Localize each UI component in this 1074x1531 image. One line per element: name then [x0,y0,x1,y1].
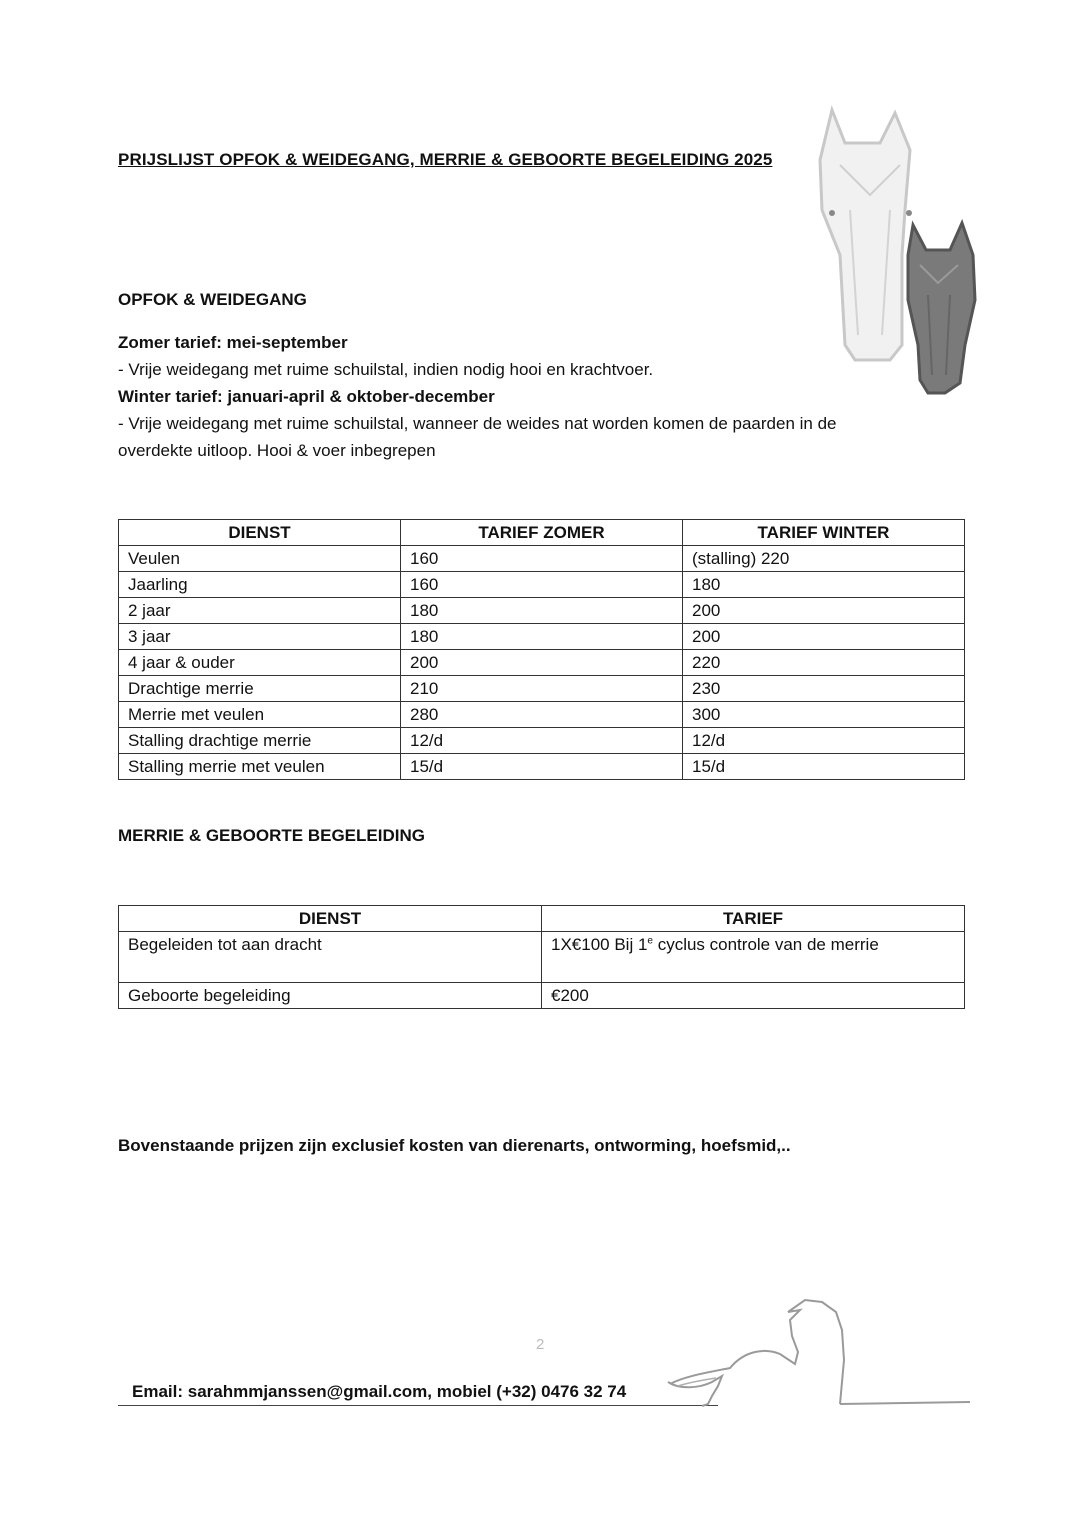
tariff-text: 1X€100 Bij 1 [551,935,648,954]
winter-tariff-text: - Vrije weidegang met ruime schuilstal, wanneer de weides nat worden komen de paarden in de [118,414,837,433]
table-cell: 200 [401,650,683,676]
table-row [119,932,965,983]
column-header: DIENST [119,906,542,932]
table-cell: 12/d [683,728,965,754]
table-cell: 2 jaar [119,598,401,624]
ordinal-superscript: e [647,935,653,947]
page-number: 2 [536,1336,545,1353]
table-cell: Veulen [119,546,401,572]
table-cell: 280 [401,702,683,728]
table-row [119,676,965,702]
winter-tariff-text-continued: overdekte uitloop. Hooi & voer inbegrepen [118,441,436,460]
column-header: TARIEF ZOMER [401,520,683,546]
opfok-price-table [118,519,965,780]
table-cell: Geboorte begeleiding [119,983,542,1009]
table-header-row [119,906,965,932]
table-cell: 4 jaar & ouder [119,650,401,676]
table-cell: Begeleiden tot aan dracht [119,932,542,983]
column-header: TARIEF WINTER [683,520,965,546]
merrie-heading: MERRIE & GEBOORTE BEGELEIDING [118,826,425,845]
column-header: TARIEF [542,906,965,932]
footer-divider [118,1405,718,1406]
winter-tariff-label: Winter tarief: januari-april & oktober-december [118,387,495,406]
table-cell: 15/d [401,754,683,780]
table-cell: 15/d [683,754,965,780]
table-row [119,624,965,650]
table-row [119,702,965,728]
table-cell: 200 [683,598,965,624]
table-cell: 3 jaar [119,624,401,650]
table-cell: 180 [401,598,683,624]
table-row [119,650,965,676]
table-row [119,728,965,754]
table-row [119,754,965,780]
table-cell: 12/d [401,728,683,754]
table-row [119,546,965,572]
contact-info: Email: sarahmmjanssen@gmail.com, mobiel (+32) 0476 32 74 [132,1382,627,1401]
table-cell: 220 [683,650,965,676]
table-row [119,572,965,598]
summer-tariff-label: Zomer tarief: mei-september [118,333,348,352]
table-row [119,598,965,624]
table-cell: 160 [401,572,683,598]
table-cell: 180 [683,572,965,598]
table-cell: Stalling merrie met veulen [119,754,401,780]
merrie-price-table [118,905,965,1009]
table-cell: Drachtige merrie [119,676,401,702]
table-cell: 180 [401,624,683,650]
tariff-text-continued: cyclus controle van de merrie [652,935,879,954]
table-cell: Merrie met veulen [119,702,401,728]
table-header-row [119,520,965,546]
page-title: PRIJSLIJST OPFOK & WEIDEGANG, MERRIE & GEBOORTE BEGELEIDING 2025 [118,150,773,169]
table-cell [542,932,965,983]
table-cell: Stalling drachtige merrie [119,728,401,754]
table-cell: 200 [683,624,965,650]
column-header: DIENST [119,520,401,546]
summer-tariff-text: - Vrije weidegang met ruime schuilstal, indien nodig hooi en krachtvoer. [118,360,654,379]
table-cell: (stalling) 220 [683,546,965,572]
table-cell: 160 [401,546,683,572]
lying-horse-logo [660,1290,975,1410]
table-cell: 210 [401,676,683,702]
table-cell: €200 [542,983,965,1009]
table-cell: 300 [683,702,965,728]
opfok-heading: OPFOK & WEIDEGANG [118,290,307,309]
opfok-description [118,329,948,464]
footer-note: Bovenstaande prijzen zijn exclusief kosten van dierenarts, ontworming, hoefsmid,.. [118,1136,791,1155]
table-cell: 230 [683,676,965,702]
table-row [119,983,965,1009]
table-cell: Jaarling [119,572,401,598]
